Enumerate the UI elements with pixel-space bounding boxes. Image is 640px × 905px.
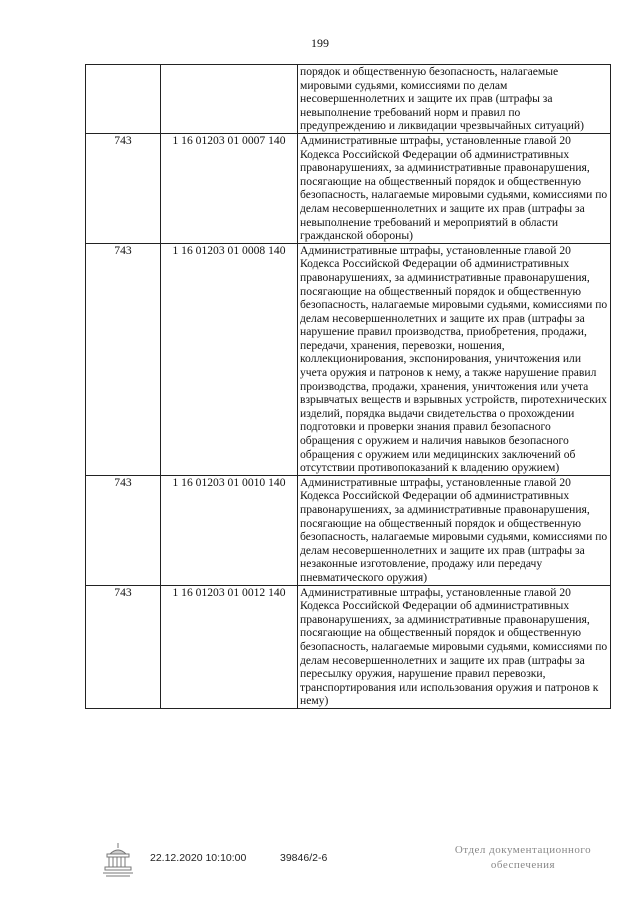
admin-code-cell: 743 [86,585,161,708]
stamp-line-1: Отдел документационного [454,844,592,856]
admin-code-cell: 743 [86,243,161,475]
kbk-code-cell: 1 16 01203 01 0008 140 [161,243,298,475]
kbk-code-cell: 1 16 01203 01 0012 140 [161,585,298,708]
description-cell: Административные штрафы, установленные главой 20 Кодекса Российской Федерации об административных правонарушениях, за административные правонарушения, посягающие на общественный порядок и общественную безопасность, налагаемые мировыми судьями, комиссиями по делам несовершеннолетних и защите их прав (штрафы за незаконные изготовление, продажу или передачу пневматического оружия) [298,475,611,585]
table-row [86,65,611,134]
table-row [86,585,611,708]
kbk-code-cell: 1 16 01203 01 0010 140 [161,475,298,585]
revenue-codes-table [85,64,611,709]
description-cell: Административные штрафы, установленные главой 20 Кодекса Российской Федерации об административных правонарушениях, за административные правонарушения, посягающие на общественный порядок и общественную безопасность, налагаемые мировыми судьями, комиссиями по делам несовершеннолетних и защите их прав (штрафы за пересылку оружия, нарушение правил перевозки, транспортирования или использования оружия и патронов к нему) [298,585,611,708]
description-cell: порядок и общественную безопасность, налагаемые мировыми судьями, комиссиями по делам несовершеннолетних и защите их прав (штрафы за невыполнение требований норм и правил по предупреждению и ликвидации чрезвычайных ситуаций) [298,65,611,134]
kbk-code-cell: 1 16 01203 01 0007 140 [161,133,298,243]
table-row [86,243,611,475]
footer-datetime: 22.12.2020 10:10:00 [150,852,247,864]
description-cell: Административные штрафы, установленные главой 20 Кодекса Российской Федерации об административных правонарушениях, за административные правонарушения, посягающие на общественный порядок и общественную безопасность, налагаемые мировыми судьями, комиссиями по делам несовершеннолетних и защите их прав (штрафы за невыполнение требований и мероприятий в области гражданской обороны) [298,133,611,243]
footer-doc-number: 39846/2-6 [280,852,328,864]
description-cell: Административные штрафы, установленные главой 20 Кодекса Российской Федерации об административных правонарушениях, за административные правонарушения, посягающие на общественный порядок и общественную безопасность, налагаемые мировыми судьями, комиссиями по делам несовершеннолетних и защите их прав (штрафы за нарушение правил производства, приобретения, продажи, передачи, хранения, перевозки, ношения, коллекционирования, экспонирования, уничтожения или учета оружия и патронов к нему, а также нарушение правил производства, продажи, хранения, уничтожения или учета взрывчатых веществ и взрывных устройств, пиротехнических изделий, порядка выдачи свидетельства о прохождении подготовки и проверки знания правил безопасного обращения с оружием и наличия навыков безопасного обращения с оружием или медицинских заключений об отсутствии противопоказаний к владению оружием) [298,243,611,475]
kbk-code-cell [161,65,298,134]
parliament-building-logo-icon [100,840,136,880]
stamp-line-2: обеспечения [490,859,556,871]
table-row [86,475,611,585]
admin-code-cell [86,65,161,134]
page-number: 199 [311,36,329,50]
admin-code-cell: 743 [86,475,161,585]
department-stamp [448,843,598,873]
admin-code-cell: 743 [86,133,161,243]
table-row [86,133,611,243]
